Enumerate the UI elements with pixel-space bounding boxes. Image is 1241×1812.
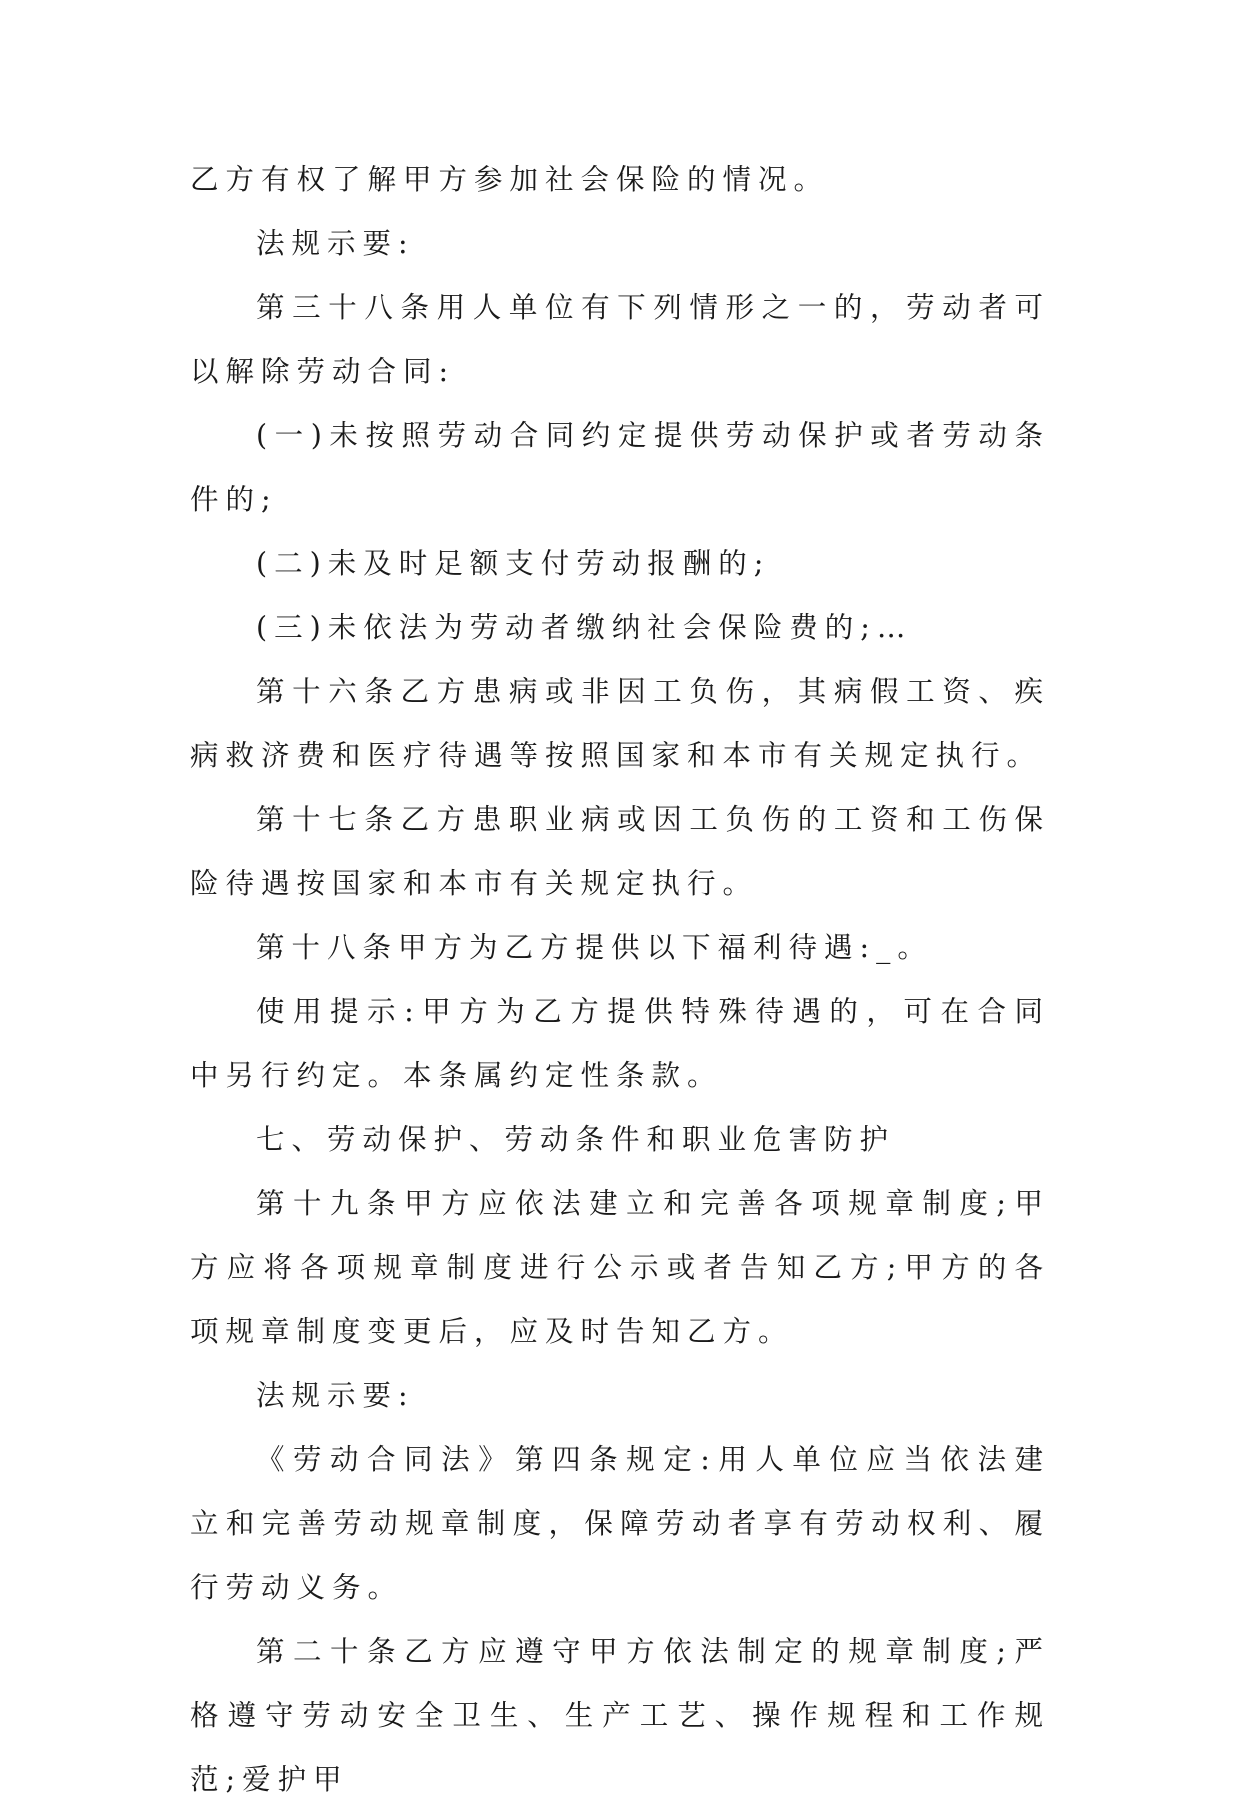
document-body — [190, 148, 1050, 1812]
paragraph: 法规示要: — [256, 1379, 415, 1412]
paragraph: 使用提示:甲方为乙方提供特殊待遇的，可在合同中另行约定。本条属约定性条款。 — [190, 995, 1050, 1092]
paragraph: (三)未依法为劳动者缴纳社会保险费的;… — [256, 611, 913, 644]
paragraph: (二)未及时足额支付劳动报酬的; — [256, 547, 771, 580]
paragraph: 第十六条乙方患病或非因工负伤，其病假工资、疾病救济费和医疗待遇等按照国家和本市有关规定执行。 — [190, 675, 1050, 772]
paragraph: 第十七条乙方患职业病或因工负伤的工资和工伤保险待遇按国家和本市有关规定执行。 — [190, 803, 1050, 900]
paragraph: 《劳动合同法》第四条规定:用人单位应当依法建立和完善劳动规章制度，保障劳动者享有劳动权利、履行劳动义务。 — [190, 1443, 1050, 1604]
paragraph: 第三十八条用人单位有下列情形之一的，劳动者可以解除劳动合同: — [190, 291, 1050, 388]
section-heading: 七、劳动保护、劳动条件和职业危害防护 — [256, 1123, 896, 1156]
paragraph: 乙方有权了解甲方参加社会保险的情况。 — [190, 163, 830, 196]
paragraph: (一)未按照劳动合同约定提供劳动保护或者劳动条件的; — [190, 419, 1050, 516]
paragraph: 法规示要: — [256, 227, 415, 260]
paragraph: 第二十条乙方应遵守甲方依法制定的规章制度;严格遵守劳动安全卫生、生产工艺、操作规程和工作规范;爱护甲 — [190, 1635, 1050, 1796]
paragraph: 第十九条甲方应依法建立和完善各项规章制度;甲方应将各项规章制度进行公示或者告知乙方;甲方的各项规章制度变更后，应及时告知乙方。 — [190, 1187, 1050, 1348]
paragraph: 第十八条甲方为乙方提供以下福利待遇:_。 — [256, 931, 933, 964]
